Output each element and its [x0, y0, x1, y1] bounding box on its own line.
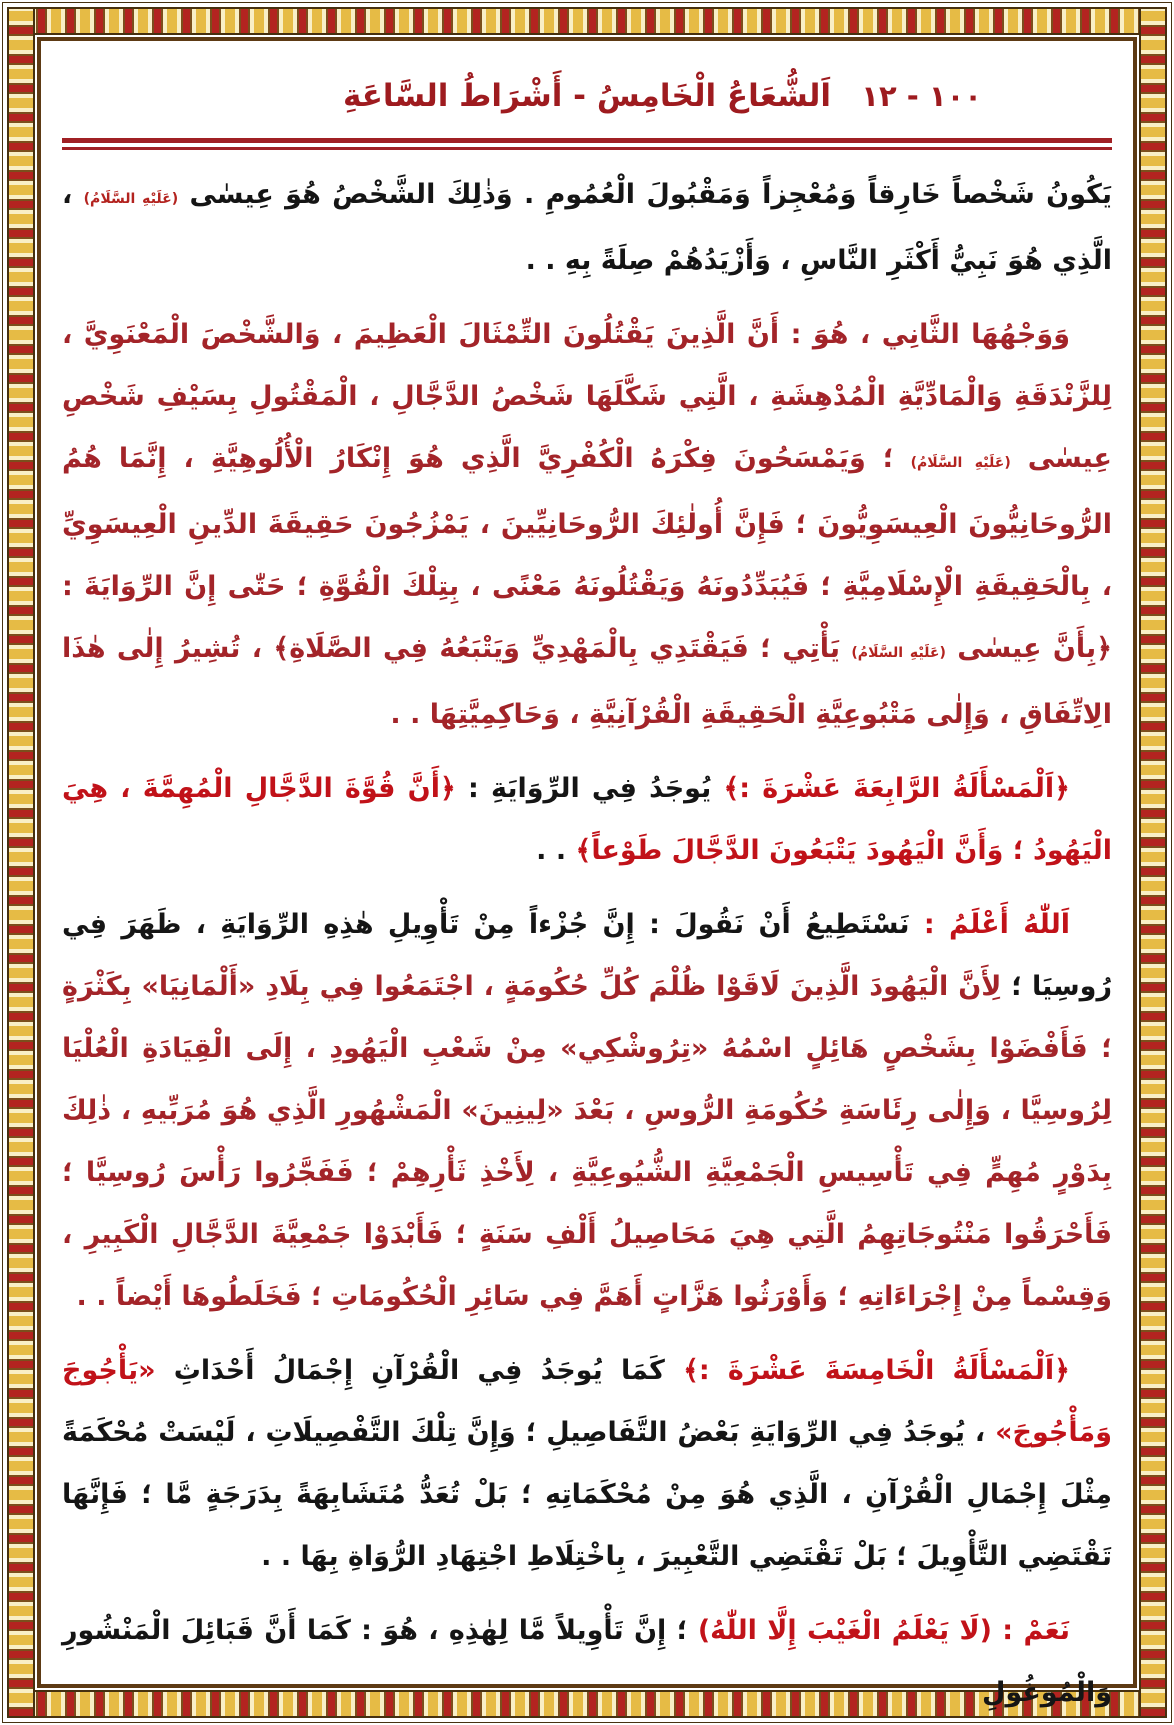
text-segment-maroon: يَأْتِي ؛ فَيَقْتَدِي بِالْمَهْدِيِّ وَيَتْبَعُهُ فِي الصَّلَاةِ﴾ ، تُشِيرُ إِلٰى هٰذَا الِاتِّفَاقِ ، وَإِلٰى مَتْبُوعِيَّةِ الْحَقِيقَةِ الْقُرْآنِيَّةِ ، وَحَاكِمِيَّتِهَا . .	[62, 633, 1112, 730]
page-number: ١٠٠ - ١٢	[861, 79, 982, 113]
text-segment-black: كَمَا يُوجَدُ فِي الْقُرْآنِ إِجْمَالُ أَحْدَاثِ	[155, 1355, 665, 1386]
text-segment-bright: «يَأْجُوجَ وَمَأْجُوجَ»	[62, 1355, 1112, 1448]
honorific-seal: (عَلَيْهِ السَّلَامُ)	[83, 191, 179, 207]
text-segment-black: يَكُونُ شَخْصاً خَارِقاً وَمُعْجِزاً وَمَقْبُولَ الْعُمُومِ . وَذٰلِكَ الشَّخْصُ هُوَ عِيسٰى	[178, 179, 1112, 210]
page-content	[62, 48, 1113, 1708]
page-header	[62, 70, 1112, 122]
text-segment-black: . .	[536, 835, 576, 866]
body-text	[62, 164, 1112, 1724]
paragraph	[62, 304, 1112, 746]
ornament-band-right	[1139, 7, 1167, 1718]
text-segment-black: ؛ إِنَّ تَأْوِيلاً مَّا لِهٰذِهِ ، هُوَ : كَمَا أَنَّ قَبَائِلَ الْمَنْشُورِ وَالْمُوغُولِ	[62, 1615, 1112, 1708]
ornament-band-left	[7, 7, 35, 1718]
text-segment-black: ، الَّذِي هُوَ نَبِيُّ أَكْثَرِ النَّاسِ ، وَأَزْيَدُهُمْ صِلَةً بِهِ . .	[62, 179, 1112, 276]
honorific-seal: (عَلَيْهِ السَّلَامُ)	[851, 645, 946, 661]
paragraph	[62, 164, 1112, 292]
text-segment-bright: ﴿اَلْمَسْأَلَةُ الرَّابِعَةَ عَشْرَةَ :﴾	[711, 773, 1070, 804]
page-title: اَلشُّعَاعُ الْخَامِسُ - أَشْرَاطُ السَّاعَةِ	[342, 78, 832, 114]
honorific-seal: (عَلَيْهِ السَّلَامُ)	[910, 455, 1011, 471]
text-segment-black: يُوجَدُ فِي الرِّوَايَةِ :	[455, 773, 712, 804]
ornament-band-top	[7, 7, 1167, 35]
text-segment-maroon: ؛ وَيَمْسَحُونَ فِكْرَهُ الْكُفْرِيَّ الَّذِي هُوَ إِنْكَارُ الْأُلُوهِيَّةِ ، إِنَّمَا هُمُ الرُّوحَانِيُّونَ الْعِيسَوِيُّونَ ؛ فَإِنَّ أُولٰئِكَ الرُّوحَانِيِّينَ ، يَمْزُجُونَ حَقِيقَةَ الدِّينِ الْعِيسَوِيِّ ، بِالْحَقِيقَةِ الْإِسْلَامِيَّةِ ؛ فَيُبَدِّدُونَهُ وَيَقْتُلُونَهُ مَعْنًى ، بِتِلْكَ الْقُوَّةِ ؛ حَتّٰى إِنَّ الرِّوَايَةَ : ﴿بِأَنَّ عِيسٰى	[62, 443, 1113, 664]
paragraph	[62, 758, 1112, 882]
text-segment-bright: ﴿أَنَّ قُوَّةَ الدَّجَّالِ الْمُهِمَّةَ ، هِيَ الْيَهُودُ ؛ وَأَنَّ الْيَهُودَ يَتْبَعُونَ الدَّجَّالَ طَوْعاً﴾	[62, 773, 1112, 866]
text-segment-bright: ﴿اَلْمَسْأَلَةُ الْخَامِسَةَ عَشْرَةَ :﴾	[664, 1355, 1070, 1386]
text-segment-bright: اَللّٰهُ أَعْلَمُ :	[923, 909, 1070, 940]
text-segment-black: نَسْتَطِيعُ أَنْ نَقُولَ : إِنَّ جُزْءاً مِنْ تَأْوِيلِ هٰذِهِ الرِّوَايَةِ ، ظَهَرَ فِي رُوسِيَا ؛	[62, 909, 1112, 1002]
paragraph	[62, 1600, 1112, 1724]
header-divider-rule	[62, 138, 1112, 150]
paragraph	[62, 894, 1112, 1328]
text-segment-black: ، يُوجَدُ فِي الرِّوَايَةِ بَعْضُ التَّفَاصِيلِ ؛ وَإِنَّ تِلْكَ التَّفْصِيلَاتِ ، لَيْسَتْ مُحْكَمَةً مِثْلَ إِجْمَالِ الْقُرْآنِ ، الَّذِي هُوَ مِنْ مُحْكَمَاتِهِ ؛ بَلْ تُعَدُّ مُتَشَابِهَةً بِدَرَجَةٍ مَّا ؛ فَإِنَّهَا تَقْتَضِي التَّأْوِيلَ ؛ بَلْ تَقْتَضِي التَّعْبِيرَ ، بِاخْتِلَاطِ اجْتِهَادِ الرُّوَاةِ بِهَا . .	[62, 1417, 1112, 1572]
paragraph	[62, 1340, 1112, 1588]
text-segment-maroon: وَوَجْهُهَا الثَّانِي ، هُوَ : أَنَّ الَّذِينَ يَقْتُلُونَ التِّمْثَالَ الْعَظِيمَ ، وَالشَّخْصَ الْمَعْنَوِيَّ ، لِلزَّنْدَقَةِ وَالْمَادِّيَّةِ الْمُدْهِشَةِ ، الَّتِي شَكَّلَهَا شَخْصُ الدَّجَّالِ ، الْمَقْتُولِ بِسَيْفِ شَخْصِ عِيسٰى	[62, 319, 1113, 474]
text-segment-bright: نَعَمْ : (لَا يَعْلَمُ الْغَيْبَ إِلَّا اللّٰهُ)	[697, 1615, 1070, 1646]
text-segment-maroon: لِأَنَّ الْيَهُودَ الَّذِينَ لَاقَوْا ظُلْمَ كُلِّ حُكُومَةٍ ، اجْتَمَعُوا فِي بِلَادِ «أَلْمَانِيَا» بِكَثْرَةٍ ؛ فَأَفْضَوْا بِشَخْصٍ هَائِلٍ اسْمُهُ «تِرُوشْكِي» مِنْ شَعْبِ الْيَهُودِ ، إِلَى الْقِيَادَةِ الْعُلْيَا لِرُوسِيَّا ، وَإِلٰى رِئَاسَةِ حُكُومَةِ الرُّوسِ ، بَعْدَ «لِينِينَ» الْمَشْهُورِ الَّذِي هُوَ مُرَبِّيهِ ، ذٰلِكَ بِدَوْرٍ مُهِمٍّ فِي تَأْسِيسِ الْجَمْعِيَّةِ الشُّيُوعِيَّةِ ، لِأَخْذِ ثَأْرِهِمْ ؛ فَفَجَّرُوا رَأْسَ رُوسِيَّا ؛ فَأَحْرَقُوا مَنْتُوجَاتِهِمُ الَّتِي هِيَ مَحَاصِيلُ أَلْفِ سَنَةٍ ؛ فَأَبْدَوْا جَمْعِيَّةَ الدَّجَّالِ الْكَبِيرِ ، وَقِسْماً مِنْ إِجْرَاءَاتِهِ ؛ وَأَوْرَثُوا هَزَّاتٍ أَهَمَّ فِي سَائِرِ الْحُكُومَاتِ ؛ فَخَلَطُوهَا أَيْضاً . .	[62, 971, 1112, 1312]
